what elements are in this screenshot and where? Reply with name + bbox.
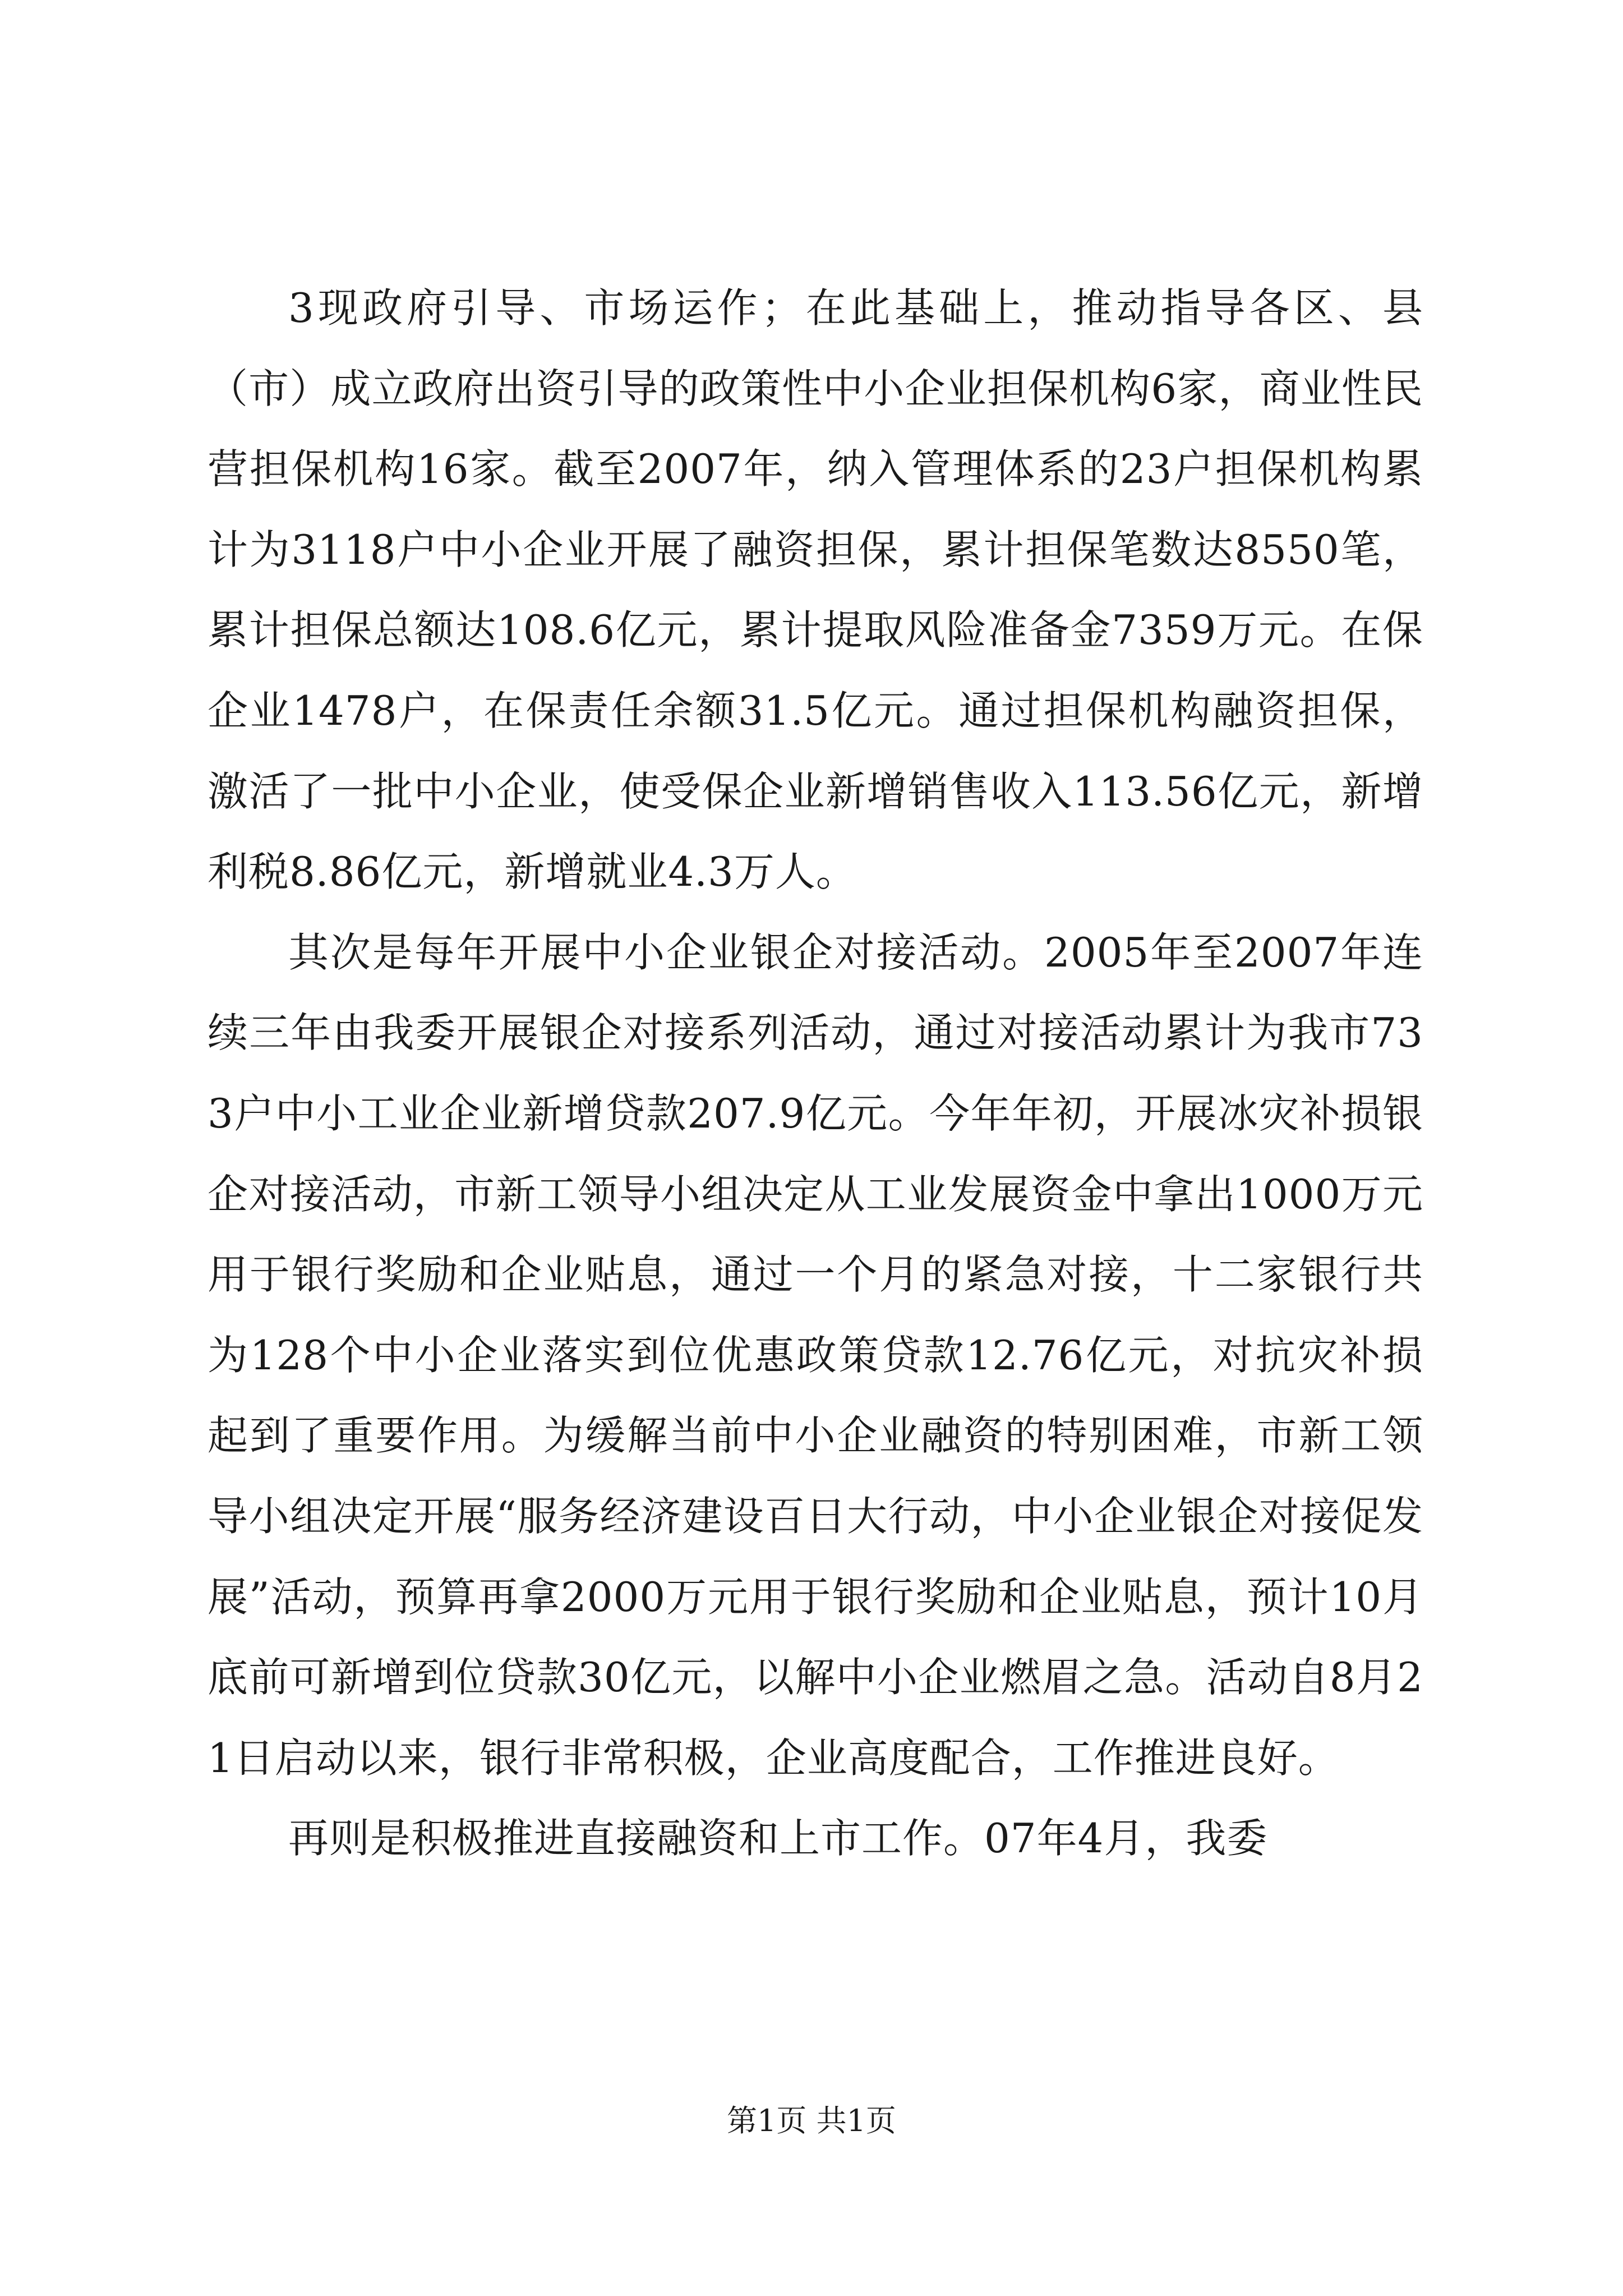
paragraph-guarantee-institutions: 3现政府引导、市场运作；在此基础上，推动指导各区、县（市）成立政府出资引导的政策性中小企业担保机构6家，商业性民营担保机构16家。截至2007年，纳入管理体系的23户担保机构累计为3118户中小企业开展了融资担保，累计担保笔数达8550笔，累计担保总额达108.6亿元，累计提取风险准备金7359万元。在保企业1478户，在保责任余额31.5亿元。通过担保机构融资担保，激活了一批中小企业，使受保企业新增销售收入113.56亿元，新增利税8.86亿元，新增就业4.3万人。 bbox=[208, 284, 1423, 896]
paragraph-bank-enterprise-matching: 其次是每年开展中小企业银企对接活动。2005年至2007年连续三年由我委开展银企对接系列活动，通过对接活动累计为我市733户中小工业企业新增贷款207.9亿元。今年年初，开展冰灾补损银企对接活动，市新工领导小组决定从工业发展资金中拿出1000万元用于银行奖励和企业贴息，通过一个月的紧急对接，十二家银行共为128个中小企业落实到位优惠政策贷款12.76亿元，对抗灾补损起到了重要作用。为缓解当前中小企业融资的特别困难，市新工领导小组决定开展“服务经济建设百日大行动，中小企业银企对接促发展”活动，预算再拿2000万元用于银行奖励和企业贴息，预计10月底前可新增到位贷款30亿元，以解中小企业燃眉之急。活动自8月21日启动以来，银行非常积极，企业高度配合，工作推进良好。 bbox=[208, 928, 1423, 1782]
page-footer: 第1页 共1页 bbox=[727, 2103, 896, 2138]
paragraph-direct-financing: 再则是积极推进直接融资和上市工作。07年4月，我委 bbox=[288, 1815, 1268, 1862]
document-body bbox=[208, 268, 1423, 1879]
